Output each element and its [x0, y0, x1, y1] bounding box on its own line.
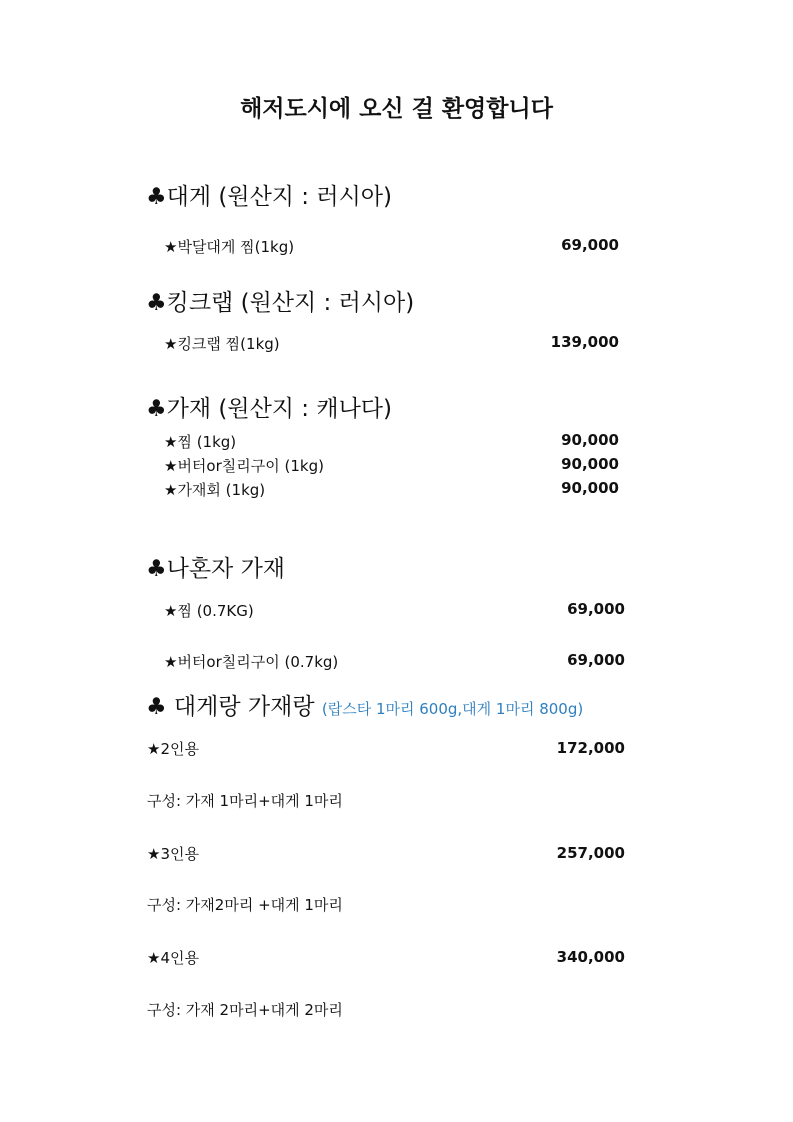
combo-name: ★4인용: [147, 949, 199, 967]
combo-price: 340,000: [556, 948, 625, 966]
club-icon: ♣: [146, 396, 167, 422]
menu-item-name: ★킹크랩 찜(1kg): [164, 335, 280, 353]
section-heading-lobster: [146, 390, 392, 423]
section-heading-text: 대게랑 가재랑: [166, 694, 315, 720]
menu-item-name: ★버터or칠리구이 (0.7kg): [164, 653, 339, 671]
menu-item-name: ★찜 (1kg): [164, 433, 237, 451]
menu-item-name: ★버터or칠리구이 (1kg): [164, 457, 324, 475]
club-icon: ♣: [146, 290, 167, 316]
section-heading-king-crab: [146, 284, 414, 317]
menu-item-name: ★찜 (0.7KG): [164, 602, 254, 620]
menu-item-price: 139,000: [550, 333, 619, 351]
section-heading-text: 가재 (원산지 : 캐나다): [166, 396, 392, 422]
page-title: 해저도시에 오신 걸 환영합니다: [240, 96, 553, 122]
combo-description: 구성: 가재2마리 +대게 1마리: [147, 896, 343, 914]
menu-item-price: 69,000: [567, 651, 625, 669]
section-heading-snow-crab: [146, 178, 392, 211]
combo-name: ★3인용: [147, 845, 199, 863]
section-heading-text: 킹크랩 (원산지 : 러시아): [166, 290, 415, 316]
menu-item-price: 69,000: [567, 600, 625, 618]
section-heading-combo: [146, 688, 583, 721]
combo-price: 172,000: [556, 739, 625, 757]
section-note: (랍스타 1마리 600g,대게 1마리 800g): [321, 700, 584, 718]
menu-item-name: ★가재회 (1kg): [164, 481, 266, 499]
menu-item-price: 90,000: [561, 431, 619, 449]
combo-description: 구성: 가재 1마리+대게 1마리: [147, 792, 343, 810]
menu-item-price: 69,000: [561, 236, 619, 254]
menu-item-price: 90,000: [561, 479, 619, 497]
club-icon: ♣: [146, 694, 167, 720]
club-icon: ♣: [146, 556, 167, 582]
menu-item-price: 90,000: [561, 455, 619, 473]
menu-item-name: ★박달대게 찜(1kg): [164, 238, 295, 256]
section-heading-text: 나혼자 가재: [166, 556, 286, 582]
section-heading-solo-lobster: [146, 550, 285, 583]
combo-description: 구성: 가재 2마리+대게 2마리: [147, 1001, 343, 1019]
section-heading-text: 대게 (원산지 : 러시아): [166, 184, 392, 210]
club-icon: ♣: [146, 184, 167, 210]
combo-name: ★2인용: [147, 740, 199, 758]
combo-price: 257,000: [556, 844, 625, 862]
